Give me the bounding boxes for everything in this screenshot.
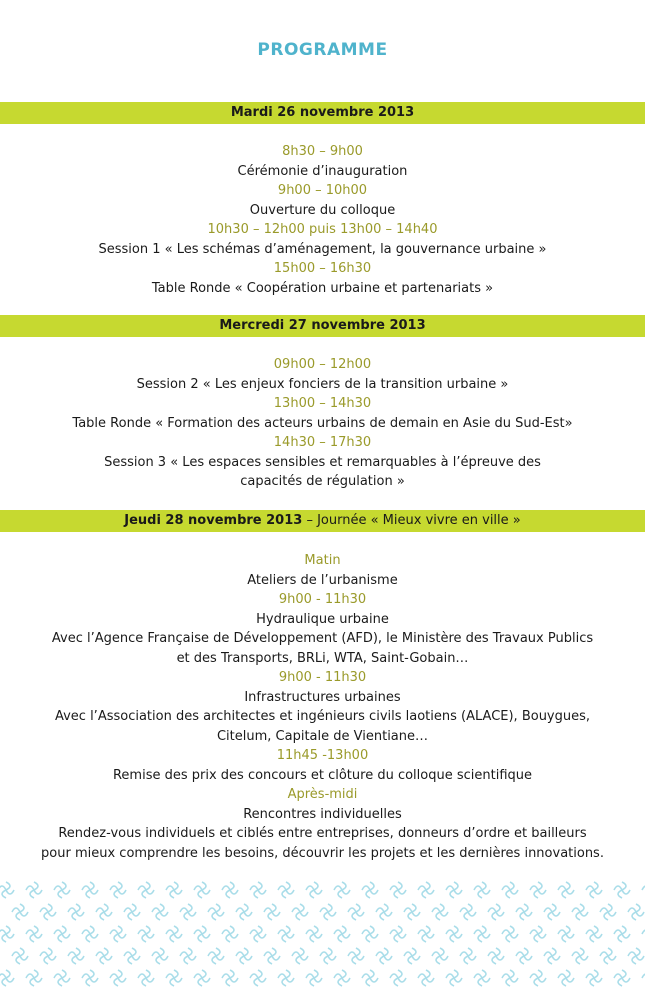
pattern-motif bbox=[348, 904, 364, 920]
pattern-motif bbox=[334, 970, 350, 986]
pattern-motif bbox=[348, 948, 364, 964]
pattern-motif bbox=[138, 882, 154, 898]
pattern-motif bbox=[194, 970, 210, 986]
day-schedule bbox=[0, 551, 645, 863]
pattern-motif bbox=[418, 970, 434, 986]
pattern-motif bbox=[166, 882, 182, 898]
pattern-motif bbox=[390, 970, 406, 986]
pattern-motif bbox=[236, 904, 252, 920]
schedule-item: Cérémonie d’inauguration bbox=[237, 163, 408, 179]
pattern-motif bbox=[12, 948, 28, 964]
pattern-motif bbox=[558, 882, 574, 898]
day-heading-date: Jeudi 28 novembre 2013 bbox=[124, 513, 303, 528]
pattern-motif bbox=[362, 970, 378, 986]
pattern-motif bbox=[530, 970, 546, 986]
pattern-motif bbox=[586, 882, 602, 898]
pattern-motif bbox=[362, 926, 378, 942]
pattern-motif bbox=[320, 904, 336, 920]
pattern-motif bbox=[250, 970, 266, 986]
pattern-motif bbox=[558, 926, 574, 942]
pattern-motif bbox=[362, 882, 378, 898]
pattern-motif bbox=[502, 882, 518, 898]
schedule-item: Ouverture du colloque bbox=[249, 202, 396, 218]
page-title: PROGRAMME bbox=[257, 40, 388, 60]
pattern-motif bbox=[96, 948, 112, 964]
pattern-motif bbox=[586, 970, 602, 986]
schedule-item: et des Transports, BRLi, WTA, Saint-Gobain… bbox=[176, 650, 469, 666]
pattern-motif bbox=[250, 926, 266, 942]
pattern-motif bbox=[614, 926, 630, 942]
pattern-motif bbox=[488, 904, 504, 920]
pattern-motif bbox=[446, 926, 462, 942]
schedule-item: Hydraulique urbaine bbox=[256, 611, 389, 627]
schedule-item: pour mieux comprendre les besoins, découvrir les projets et les dernières innovations. bbox=[41, 845, 604, 861]
pattern-motif bbox=[320, 948, 336, 964]
pattern-motif bbox=[334, 882, 350, 898]
pattern-motif bbox=[544, 948, 560, 964]
schedule-item: Session 3 « Les espaces sensibles et remarquables à l’épreuve des bbox=[104, 454, 541, 470]
day-heading-band bbox=[0, 315, 645, 337]
pattern-motif bbox=[474, 970, 490, 986]
pattern-motif bbox=[474, 882, 490, 898]
schedule-item: capacités de régulation » bbox=[240, 474, 405, 489]
schedule-time: 13h00 – 14h30 bbox=[273, 396, 372, 411]
schedule-time: 9h00 – 10h00 bbox=[277, 183, 368, 198]
schedule-time: 9h00 - 11h30 bbox=[278, 670, 367, 685]
pattern-motif bbox=[40, 904, 56, 920]
pattern-motif bbox=[572, 904, 588, 920]
decorative-pattern bbox=[0, 880, 645, 988]
pattern-motif bbox=[530, 882, 546, 898]
pattern-motif bbox=[26, 970, 42, 986]
pattern-motif bbox=[82, 926, 98, 942]
schedule-item: Rencontres individuelles bbox=[243, 806, 402, 822]
schedule-time: 9h00 - 11h30 bbox=[278, 592, 367, 607]
pattern-motif bbox=[138, 970, 154, 986]
pattern-motif bbox=[628, 948, 644, 964]
pattern-motif bbox=[166, 926, 182, 942]
pattern-motif bbox=[446, 882, 462, 898]
pattern-motif bbox=[376, 948, 392, 964]
schedule-time: Après-midi bbox=[287, 787, 358, 802]
pattern-motif bbox=[306, 926, 322, 942]
pattern-motif bbox=[460, 948, 476, 964]
day-schedule bbox=[0, 355, 645, 492]
schedule-item: Remise des prix des concours et clôture du colloque scientifique bbox=[112, 767, 533, 783]
pattern-motif bbox=[194, 926, 210, 942]
pattern-motif bbox=[390, 882, 406, 898]
pattern-motif bbox=[110, 882, 126, 898]
pattern-motif bbox=[110, 970, 126, 986]
pattern-motif bbox=[502, 970, 518, 986]
pattern-motif bbox=[138, 926, 154, 942]
schedule-time: 11h45 -13h00 bbox=[276, 748, 369, 763]
pattern-motif bbox=[68, 904, 84, 920]
pattern-motif bbox=[628, 904, 644, 920]
pattern-motif bbox=[208, 948, 224, 964]
day-heading-theme: – Journée « Mieux vivre en ville » bbox=[302, 513, 521, 528]
pattern-motif bbox=[0, 926, 14, 942]
pattern-motif bbox=[0, 882, 14, 898]
pattern-motif bbox=[530, 926, 546, 942]
pattern-motif bbox=[166, 970, 182, 986]
pattern-motif bbox=[124, 948, 140, 964]
pattern-motif bbox=[82, 882, 98, 898]
schedule-time: 10h30 – 12h00 puis 13h00 – 14h40 bbox=[207, 222, 438, 237]
day-heading-band bbox=[0, 510, 645, 532]
schedule-item: Rendez-vous individuels et ciblés entre entreprises, donneurs d’ordre et bailleurs bbox=[58, 826, 587, 841]
schedule-item: Session 1 « Les schémas d’aménagement, la gouvernance urbaine » bbox=[98, 241, 547, 257]
schedule-item: Citelum, Capitale de Vientiane… bbox=[216, 728, 429, 744]
pattern-motif bbox=[376, 904, 392, 920]
pattern-motif bbox=[432, 948, 448, 964]
pattern-motif bbox=[222, 882, 238, 898]
pattern-motif bbox=[26, 882, 42, 898]
pattern-motif bbox=[222, 926, 238, 942]
pattern-motif bbox=[516, 948, 532, 964]
pattern-motif bbox=[404, 904, 420, 920]
pattern-motif bbox=[250, 882, 266, 898]
schedule-item: Ateliers de l’urbanisme bbox=[247, 572, 398, 588]
schedule-item: Table Ronde « Formation des acteurs urbains de demain en Asie du Sud-Est» bbox=[72, 415, 573, 431]
pattern-motif bbox=[264, 948, 280, 964]
day-heading-date: Mercredi 27 novembre 2013 bbox=[219, 318, 426, 333]
schedule-item: Table Ronde « Coopération urbaine et partenariats » bbox=[151, 280, 494, 296]
pattern-motif bbox=[306, 970, 322, 986]
pattern-motif bbox=[54, 882, 70, 898]
pattern-motif bbox=[418, 926, 434, 942]
schedule-time: 15h00 – 16h30 bbox=[273, 261, 372, 276]
pattern-motif bbox=[26, 926, 42, 942]
pattern-motif bbox=[264, 904, 280, 920]
day-schedule bbox=[0, 142, 645, 298]
pattern-motif bbox=[12, 904, 28, 920]
pattern-motif bbox=[544, 904, 560, 920]
pattern-motif bbox=[502, 926, 518, 942]
pattern-motif bbox=[614, 970, 630, 986]
pattern-motif bbox=[54, 926, 70, 942]
pattern-motif bbox=[124, 904, 140, 920]
pattern-motif bbox=[306, 882, 322, 898]
pattern-motif bbox=[404, 948, 420, 964]
pattern-motif bbox=[152, 904, 168, 920]
pattern-motif bbox=[40, 948, 56, 964]
pattern-motif bbox=[292, 904, 308, 920]
pattern-motif bbox=[222, 970, 238, 986]
pattern-motif bbox=[292, 948, 308, 964]
pattern-motif bbox=[334, 926, 350, 942]
schedule-time: 09h00 – 12h00 bbox=[273, 357, 372, 372]
pattern-motif bbox=[516, 904, 532, 920]
pattern-motif bbox=[208, 904, 224, 920]
pattern-motif bbox=[474, 926, 490, 942]
schedule-time: 8h30 – 9h00 bbox=[282, 144, 363, 159]
schedule-item: Avec l’Association des architectes et ingénieurs civils laotiens (ALACE), Bouygues, bbox=[54, 709, 591, 724]
pattern-motif bbox=[96, 904, 112, 920]
pattern-motif bbox=[572, 948, 588, 964]
day-heading-date: Mardi 26 novembre 2013 bbox=[230, 105, 415, 120]
pattern-motif bbox=[180, 904, 196, 920]
pattern-motif bbox=[586, 926, 602, 942]
pattern-motif bbox=[110, 926, 126, 942]
pattern-motif bbox=[278, 926, 294, 942]
schedule-item: Session 2 « Les enjeux fonciers de la transition urbaine » bbox=[136, 376, 509, 392]
pattern-motif bbox=[488, 948, 504, 964]
pattern-motif bbox=[600, 904, 616, 920]
schedule-item: Infrastructures urbaines bbox=[244, 689, 401, 705]
pattern-motif bbox=[432, 904, 448, 920]
pattern-motif bbox=[236, 948, 252, 964]
pattern-motif bbox=[180, 948, 196, 964]
schedule-time: Matin bbox=[304, 553, 341, 568]
pattern-motif bbox=[54, 970, 70, 986]
pattern-motif bbox=[0, 970, 14, 986]
schedule-time: 14h30 – 17h30 bbox=[273, 435, 372, 450]
pattern-motif bbox=[194, 882, 210, 898]
pattern-motif bbox=[68, 948, 84, 964]
pattern-motif bbox=[82, 970, 98, 986]
pattern-motif bbox=[460, 904, 476, 920]
pattern-motif bbox=[418, 882, 434, 898]
pattern-motif bbox=[558, 970, 574, 986]
pattern-motif bbox=[278, 882, 294, 898]
pattern-motif bbox=[614, 882, 630, 898]
pattern-motif bbox=[152, 948, 168, 964]
pattern-motif bbox=[390, 926, 406, 942]
day-heading-band bbox=[0, 102, 645, 124]
pattern-motif bbox=[446, 970, 462, 986]
pattern-motif bbox=[278, 970, 294, 986]
schedule-item: Avec l’Agence Française de Développement (AFD), le Ministère des Travaux Publics bbox=[51, 631, 594, 646]
pattern-motif bbox=[600, 948, 616, 964]
